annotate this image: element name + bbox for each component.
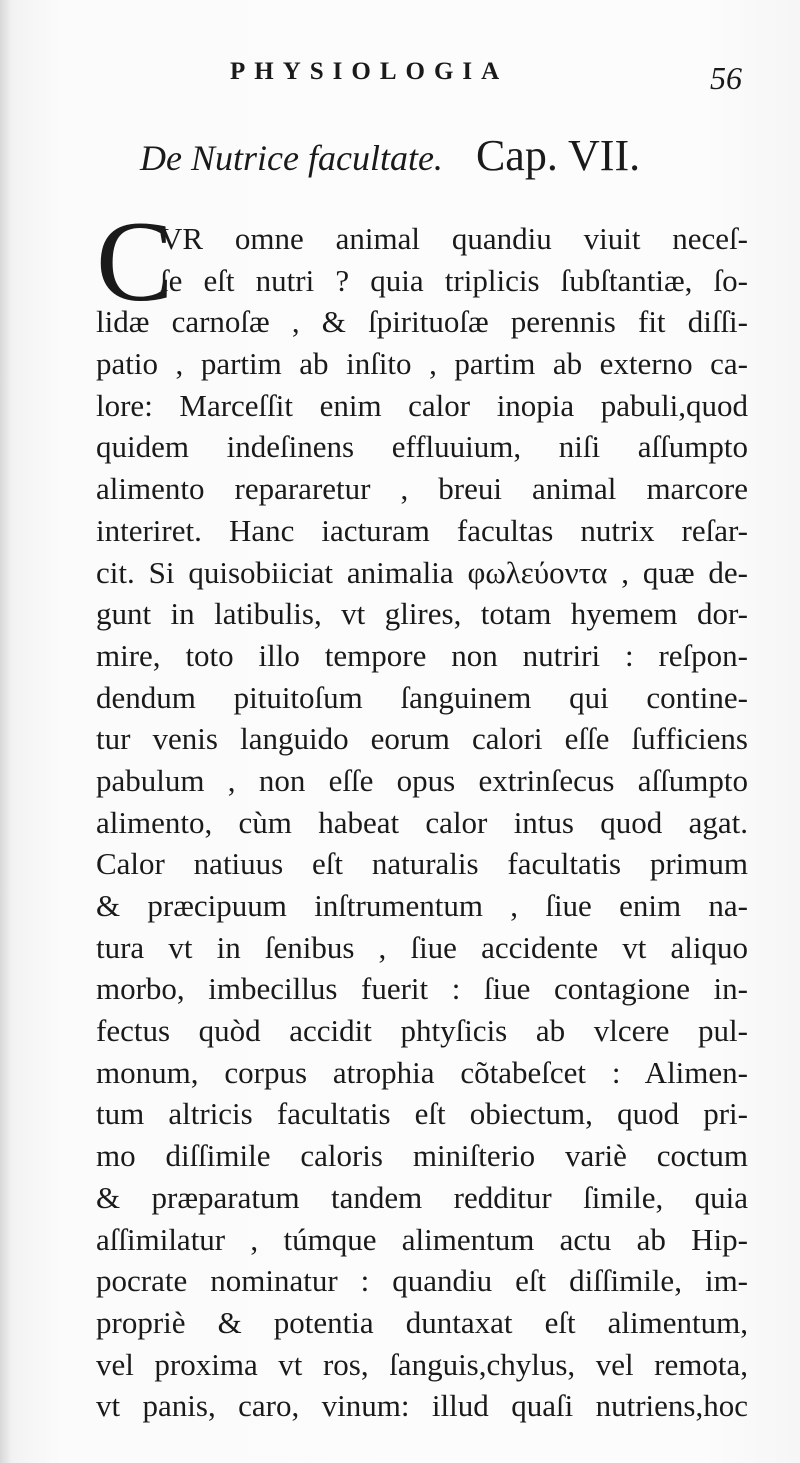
text-line: ſe eſt nutri ? quia triplicis ſubſtantiæ, ſo- [160,262,748,298]
text-line: quidem indeſinens effluuium, niſi aſſumpto [96,429,748,465]
text-line: & præcipuum inſtrumentum , ſiue enim na- [96,888,748,923]
text-line: lore: Marceſſit enim calor inopia pabuli,quod [96,387,748,423]
text-line: lidæ carnoſæ , & ſpirituoſæ perennis fit diſſi- [96,304,748,340]
running-head: PHYSIOLOGIA [230,58,509,85]
text-line: alimento repararetur , breui animal marcore [96,471,748,507]
text-line: morbo, imbecillus fuerit : ſiue contagione in- [96,971,748,1007]
text-line: dendum pituitoſum ſanguinem qui contine- [96,679,748,715]
text-line: alimento, cùm habeat calor intus quod agat. [96,804,748,840]
text-line: propriè & potentia duntaxat eſt alimentum, [96,1304,748,1340]
chapter-number: Cap. VII. [475,131,641,180]
text-line: vt panis, caro, vinum: illud quaſi nutriens,hoc [96,1388,748,1424]
text-line: monum, corpus atrophia cõtabeſcet : Alimen- [96,1054,748,1090]
text-line: vel proxima vt ros, ſanguis,chylus, vel remota, [96,1346,748,1382]
drop-capital: C [96,198,174,326]
chapter-subject: De Nutrice facultate. [140,138,443,178]
text-line: pocrate nominatur : quandiu eſt diſſimile, im- [96,1263,748,1299]
text-line: & præparatum tandem redditur ſimile, quia [96,1179,748,1215]
text-line: tur venis languido eorum calori eſſe ſufficiens [96,721,748,757]
text-line: gunt in latibulis, vt glires, totam hyemem dor- [96,596,748,632]
text-line: aſſimilatur , túmque alimentum actu ab Hip- [96,1221,748,1257]
page-gutter-shadow [0,0,10,1463]
text-line: tum altricis facultatis eſt obiectum, quod pri- [96,1096,748,1132]
text-line: pabulum , non eſſe opus extrinſecus aſſumpto [96,762,748,798]
text-line: Calor natiuus eſt naturalis facultatis primum [96,846,748,882]
chapter-heading [140,130,640,181]
page-number: 56 [710,60,742,96]
body-text [96,218,748,1427]
text-line: mire, toto illo tempore non nutriri : reſpon- [96,637,748,673]
text-line: fectus quòd accidit phtyſicis ab vlcere pul- [96,1013,748,1049]
text-line: cit. Si quisobiiciat animalia φωλεύοντα , quæ de- [96,554,748,590]
text-line: tura vt in ſenibus , ſiue accidente vt aliquo [96,929,748,965]
text-line: VR omne animal quandiu viuit neceſ- [160,221,748,256]
text-line: patio , partim ab inſito , partim ab externo ca- [96,346,748,382]
text-line: interiret. Hanc iacturam facultas nutrix reſar- [96,512,748,548]
text-line: mo diſſimile caloris miniſterio variè coctum [96,1138,748,1174]
